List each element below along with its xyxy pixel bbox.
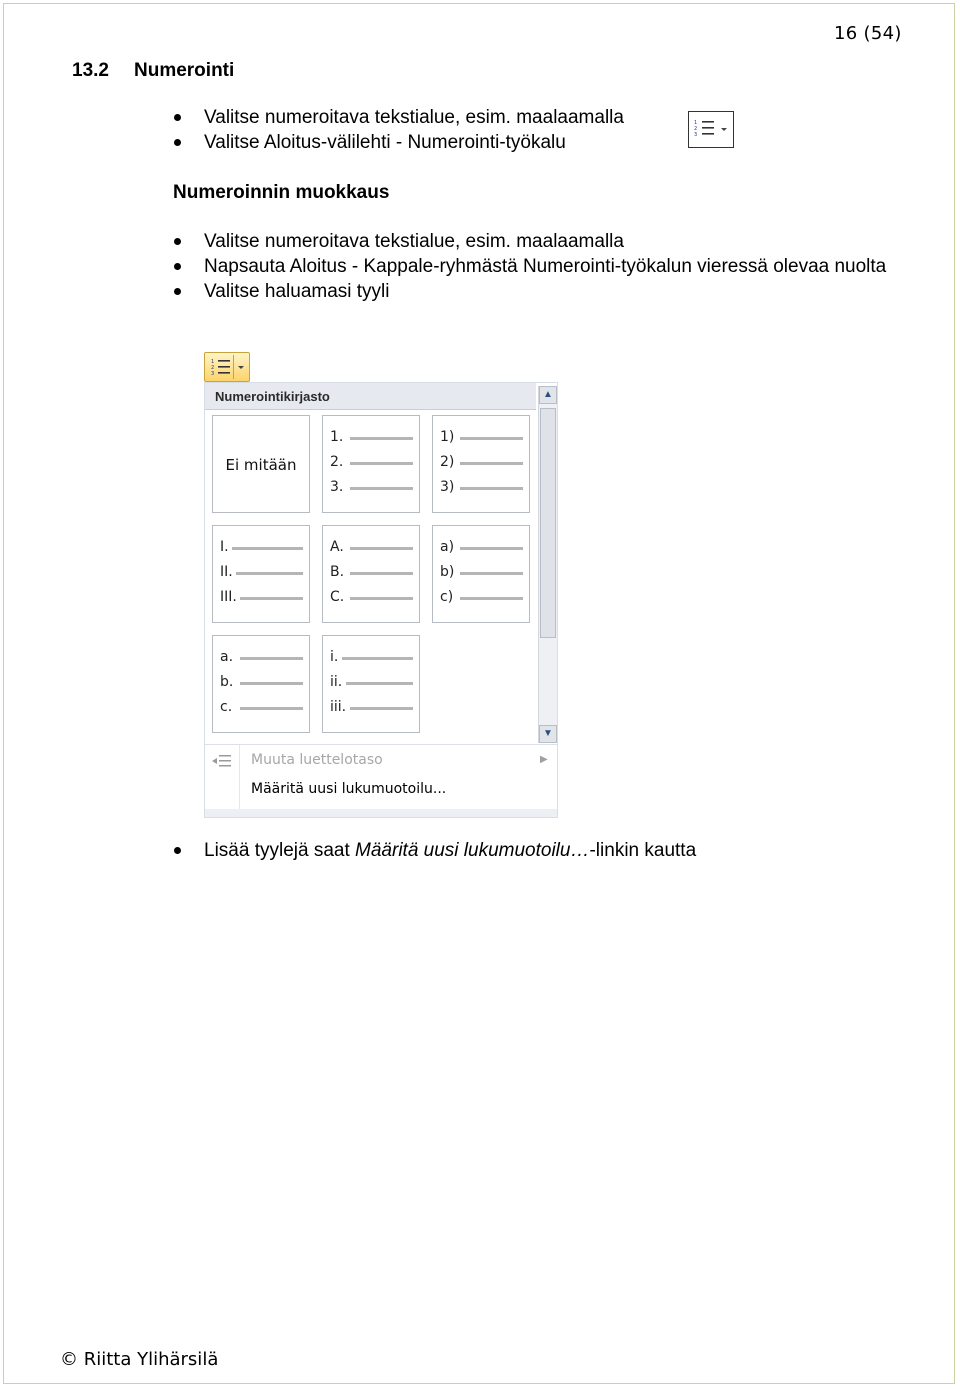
define-new-number-format-item[interactable]: Määritä uusi lukumuotoilu... (251, 781, 447, 797)
scroll-down-button[interactable]: ▼ (539, 725, 557, 743)
scroll-up-button[interactable]: ▲ (539, 386, 557, 404)
final-note-suffix: -linkin kautta (589, 840, 697, 861)
library-header (205, 383, 536, 410)
numbering-library-screenshot (203, 352, 559, 818)
library-title: Numerointikirjasto (215, 389, 330, 404)
format-label: II. (220, 564, 233, 580)
format-tile-decimal-paren[interactable] (432, 415, 530, 513)
menu-gutter (239, 745, 240, 815)
change-list-level-item[interactable]: Muuta luettelotaso (251, 752, 383, 768)
final-note-prefix: Lisää tyylejä saat (204, 840, 356, 861)
format-label: A. (330, 539, 344, 555)
menu-separator (205, 744, 557, 745)
intro-list (0, 105, 904, 155)
numbering-button[interactable] (204, 352, 250, 382)
format-label: a) (440, 539, 455, 555)
format-label: 2. (330, 454, 344, 470)
svg-text:2: 2 (694, 126, 698, 132)
format-label: iii. (330, 699, 347, 715)
format-none-tile[interactable] (212, 415, 310, 513)
format-label: b) (440, 564, 455, 580)
format-tile-roman-lower[interactable] (322, 635, 420, 733)
format-label: C. (330, 589, 345, 605)
format-label: a. (220, 649, 234, 665)
format-label: c. (220, 699, 233, 715)
list-item: Valitse numeroitava tekstialue, esim. maalaamalla (0, 105, 904, 130)
format-label: 1) (440, 429, 455, 445)
format-label: b. (220, 674, 234, 690)
page-number: 16 (54) (834, 23, 902, 44)
list-item: Valitse haluamasi tyyli (0, 279, 904, 304)
format-label: 3. (330, 479, 344, 495)
scroll-thumb[interactable] (540, 408, 556, 638)
format-tile-alpha-upper[interactable] (322, 525, 420, 623)
format-none-label: Ei mitään (225, 456, 297, 474)
numbering-library-panel (204, 382, 558, 818)
list-item: Napsauta Aloitus - Kappale-ryhmästä Numerointi-työkalun vieressä olevaa nuolta (0, 254, 904, 279)
format-tile-alpha-lower[interactable] (212, 635, 310, 733)
change-list-level-icon (211, 753, 233, 769)
edit-list (0, 229, 904, 304)
format-label: III. (220, 589, 237, 605)
svg-text:3: 3 (211, 371, 215, 377)
footer-copyright: © Riitta Ylihärsilä (60, 1349, 219, 1370)
final-list (0, 838, 904, 863)
panel-resize-strip (205, 809, 557, 817)
format-tile-alpha-paren[interactable] (432, 525, 530, 623)
format-tile-decimal-period[interactable] (322, 415, 420, 513)
section-number: 13.2 (72, 60, 109, 81)
list-item: Valitse numeroitava tekstialue, esim. maalaamalla (0, 229, 904, 254)
svg-text:2: 2 (211, 365, 215, 371)
chevron-right-icon: ▶ (540, 754, 548, 765)
format-label: I. (220, 539, 229, 555)
numbering-tool-icon (688, 111, 734, 148)
svg-text:1: 1 (694, 120, 698, 126)
gallery-scrollbar[interactable] (538, 386, 557, 743)
format-tile-roman-upper[interactable] (212, 525, 310, 623)
format-label: 3) (440, 479, 455, 495)
format-label: i. (330, 649, 339, 665)
svg-text:3: 3 (694, 132, 698, 138)
format-label: ii. (330, 674, 343, 690)
subheading: Numeroinnin muokkaus (173, 182, 390, 203)
chevron-down-icon (238, 366, 244, 369)
final-note-link: Määritä uusi lukumuotoilu… (355, 840, 590, 861)
format-label: 2) (440, 454, 455, 470)
section-heading (72, 60, 234, 82)
format-label: B. (330, 564, 345, 580)
svg-text:1: 1 (211, 359, 215, 365)
list-item: Valitse Aloitus-välilehti - Numerointi-työkalu (0, 130, 904, 155)
format-label: 1. (330, 429, 344, 445)
section-title: Numerointi (134, 60, 235, 81)
format-label: c) (440, 589, 454, 605)
list-item (0, 838, 904, 863)
